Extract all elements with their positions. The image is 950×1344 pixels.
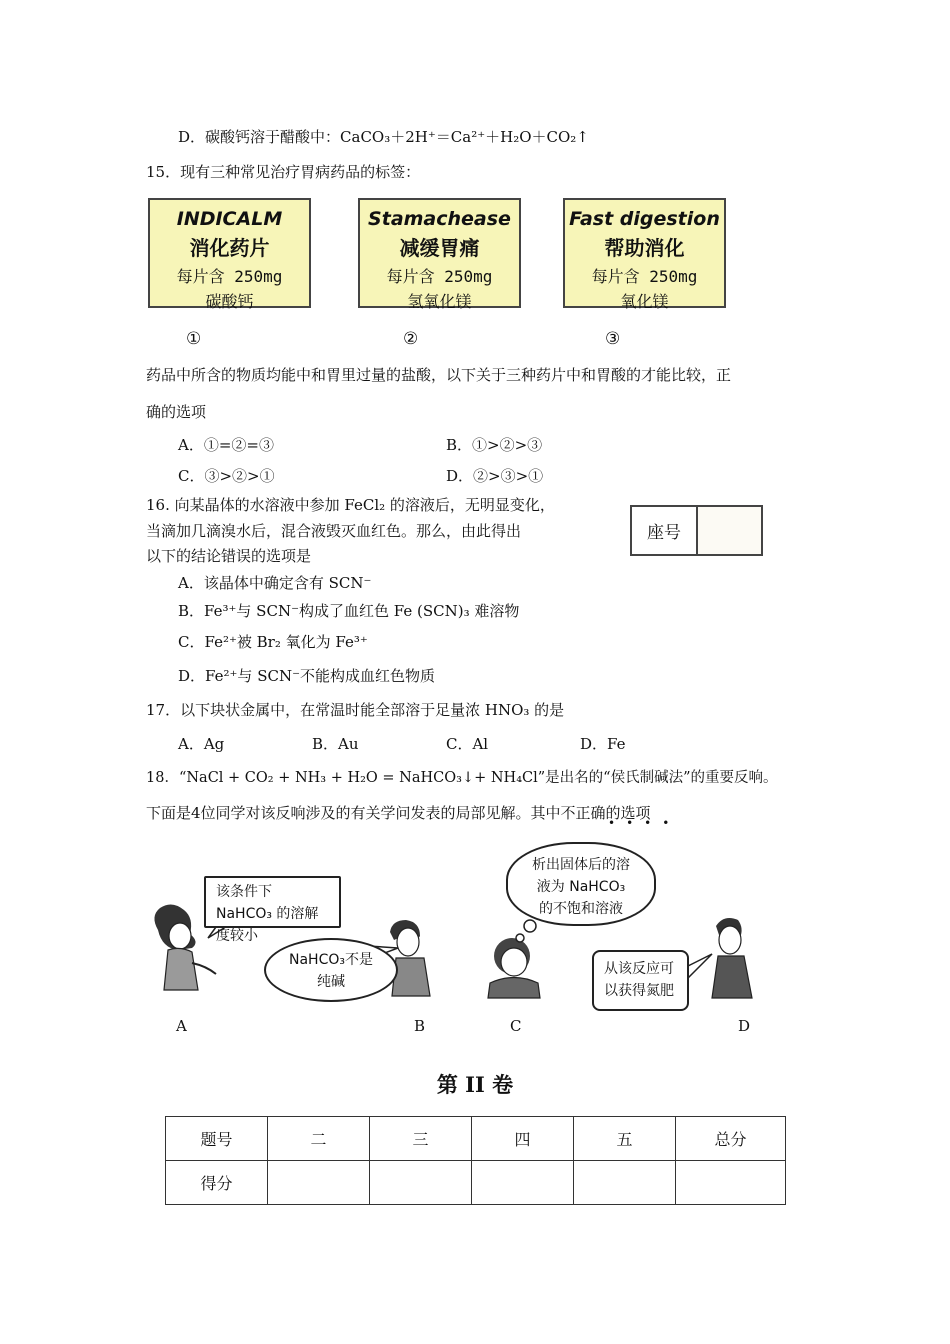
table-row — [166, 1117, 786, 1161]
label-title: 减缓胃痛 — [399, 236, 480, 260]
q17-option-c: C．Al — [446, 735, 489, 753]
q15-option-d: D．②>③>① — [446, 467, 544, 485]
score-table — [165, 1116, 786, 1205]
score-input-cell[interactable] — [472, 1161, 574, 1205]
person-d-figure — [712, 918, 752, 998]
q16-option-a: A．该晶体中确定含有 SCN⁻ — [178, 574, 372, 592]
q17-option-d: D．Fe — [580, 735, 626, 753]
q16-line2: 当滴加几滴溴水后，混合液毁灭血红色。那么，由此得出 — [146, 522, 522, 540]
label-title: 消化药片 — [189, 236, 270, 260]
table-cell: 五 — [574, 1117, 676, 1161]
seat-number-label: 座号 — [632, 507, 698, 554]
score-input-cell[interactable] — [370, 1161, 472, 1205]
q17-stem: 17．以下块状金属中，在常温时能全部溶于足量浓 HNO₃ 的是 — [146, 701, 565, 719]
q16-line1: 16. 向某晶体的水溶液中参加 FeCl₂ 的溶液后，无明显变化， — [146, 496, 555, 514]
label-brand: Fast digestion — [569, 208, 720, 230]
person-label-a: A — [176, 1017, 187, 1035]
q16-option-c: C．Fe²⁺被 Br₂ 氧化为 Fe³⁺ — [178, 633, 368, 651]
q18-line1: 18．“NaCl + CO₂ + NH₃ + H₂O = NaHCO₃↓+ NH₄Cl”是出名的“侯氏制碱法”的重要反响。 — [146, 770, 778, 786]
medicine-label-1 — [148, 198, 311, 311]
label-dose: 每片含 250mg — [386, 267, 493, 286]
q17-option-a: A．Ag — [178, 735, 225, 753]
q14-option-d: D．碳酸钙溶于醋酸中：CaCO₃＋2H⁺＝Ca²⁺＋H₂O＋CO₂↑ — [178, 128, 589, 146]
person-label-d: D — [738, 1017, 751, 1035]
person-c-figure — [488, 938, 540, 998]
q16-line3: 以下的结论错误的选项是 — [146, 547, 312, 565]
q15-option-b: B．①>②>③ — [446, 436, 543, 454]
emphasis-dots: •••• — [608, 816, 681, 830]
label-marker-2: ② — [403, 329, 419, 349]
speech-bubble-b: NaHCO₃不是纯碱 — [264, 938, 398, 1002]
label-brand: INDICALM — [176, 208, 283, 230]
table-cell: 题号 — [166, 1117, 268, 1161]
label-dose: 每片含 250mg — [591, 267, 698, 286]
table-cell: 二 — [268, 1117, 370, 1161]
section-title: 第 II 卷 — [436, 1072, 514, 1097]
table-row — [166, 1161, 786, 1205]
label-ingredient: 氢氧化镁 — [407, 292, 472, 311]
label-marker-3: ③ — [605, 329, 621, 349]
label-ingredient: 氧化镁 — [620, 292, 669, 311]
table-cell: 得分 — [166, 1161, 268, 1205]
thought-bubble-c: 析出固体后的溶液为 NaHCO₃的不饱和溶液 — [506, 842, 656, 926]
q15-text-line1: 药品中所含的物质均能中和胃里过量的盐酸，以下关于三种药片中和胃酸的才能比较，正 — [146, 366, 732, 384]
speech-bubble-a: 该条件下 NaHCO₃ 的溶解度较小 — [204, 876, 341, 928]
label-marker-1: ① — [186, 329, 202, 349]
score-input-cell[interactable] — [268, 1161, 370, 1205]
medicine-label-3 — [563, 198, 726, 311]
label-dose: 每片含 250mg — [176, 267, 283, 286]
label-title: 帮助消化 — [604, 236, 685, 260]
table-cell: 三 — [370, 1117, 472, 1161]
seat-number-field[interactable] — [698, 507, 761, 554]
table-cell: 四 — [472, 1117, 574, 1161]
score-input-cell[interactable] — [574, 1161, 676, 1205]
label-brand: Stamachease — [368, 208, 511, 230]
person-label-c: C — [510, 1017, 522, 1035]
q16-option-b: B．Fe³⁺与 SCN⁻构成了血红色 Fe (SCN)₃ 难溶物 — [178, 602, 520, 620]
label-ingredient: 碳酸钙 — [205, 292, 254, 311]
person-label-b: B — [414, 1017, 426, 1035]
q17-option-b: B．Au — [312, 735, 359, 753]
speech-bubble-d: 从该反应可以获得氮肥 — [592, 950, 689, 1011]
seat-number-box — [630, 505, 763, 556]
q15-stem: 15．现有三种常见治疗胃病药品的标签： — [146, 163, 421, 181]
q15-option-c: C．③>②>① — [178, 467, 275, 485]
person-b-figure — [390, 920, 430, 996]
q15-option-a: A．①=②=③ — [178, 436, 274, 454]
score-input-cell[interactable] — [676, 1161, 786, 1205]
q18-line2: 下面是4位同学对该反响涉及的有关学问发表的局部见解。其中不正确的选项 — [146, 804, 651, 822]
table-cell: 总分 — [676, 1117, 786, 1161]
q16-option-d: D．Fe²⁺与 SCN⁻不能构成血红色物质 — [178, 667, 435, 685]
medicine-label-2 — [358, 198, 521, 311]
q15-text-line2: 确的选项 — [146, 403, 207, 421]
